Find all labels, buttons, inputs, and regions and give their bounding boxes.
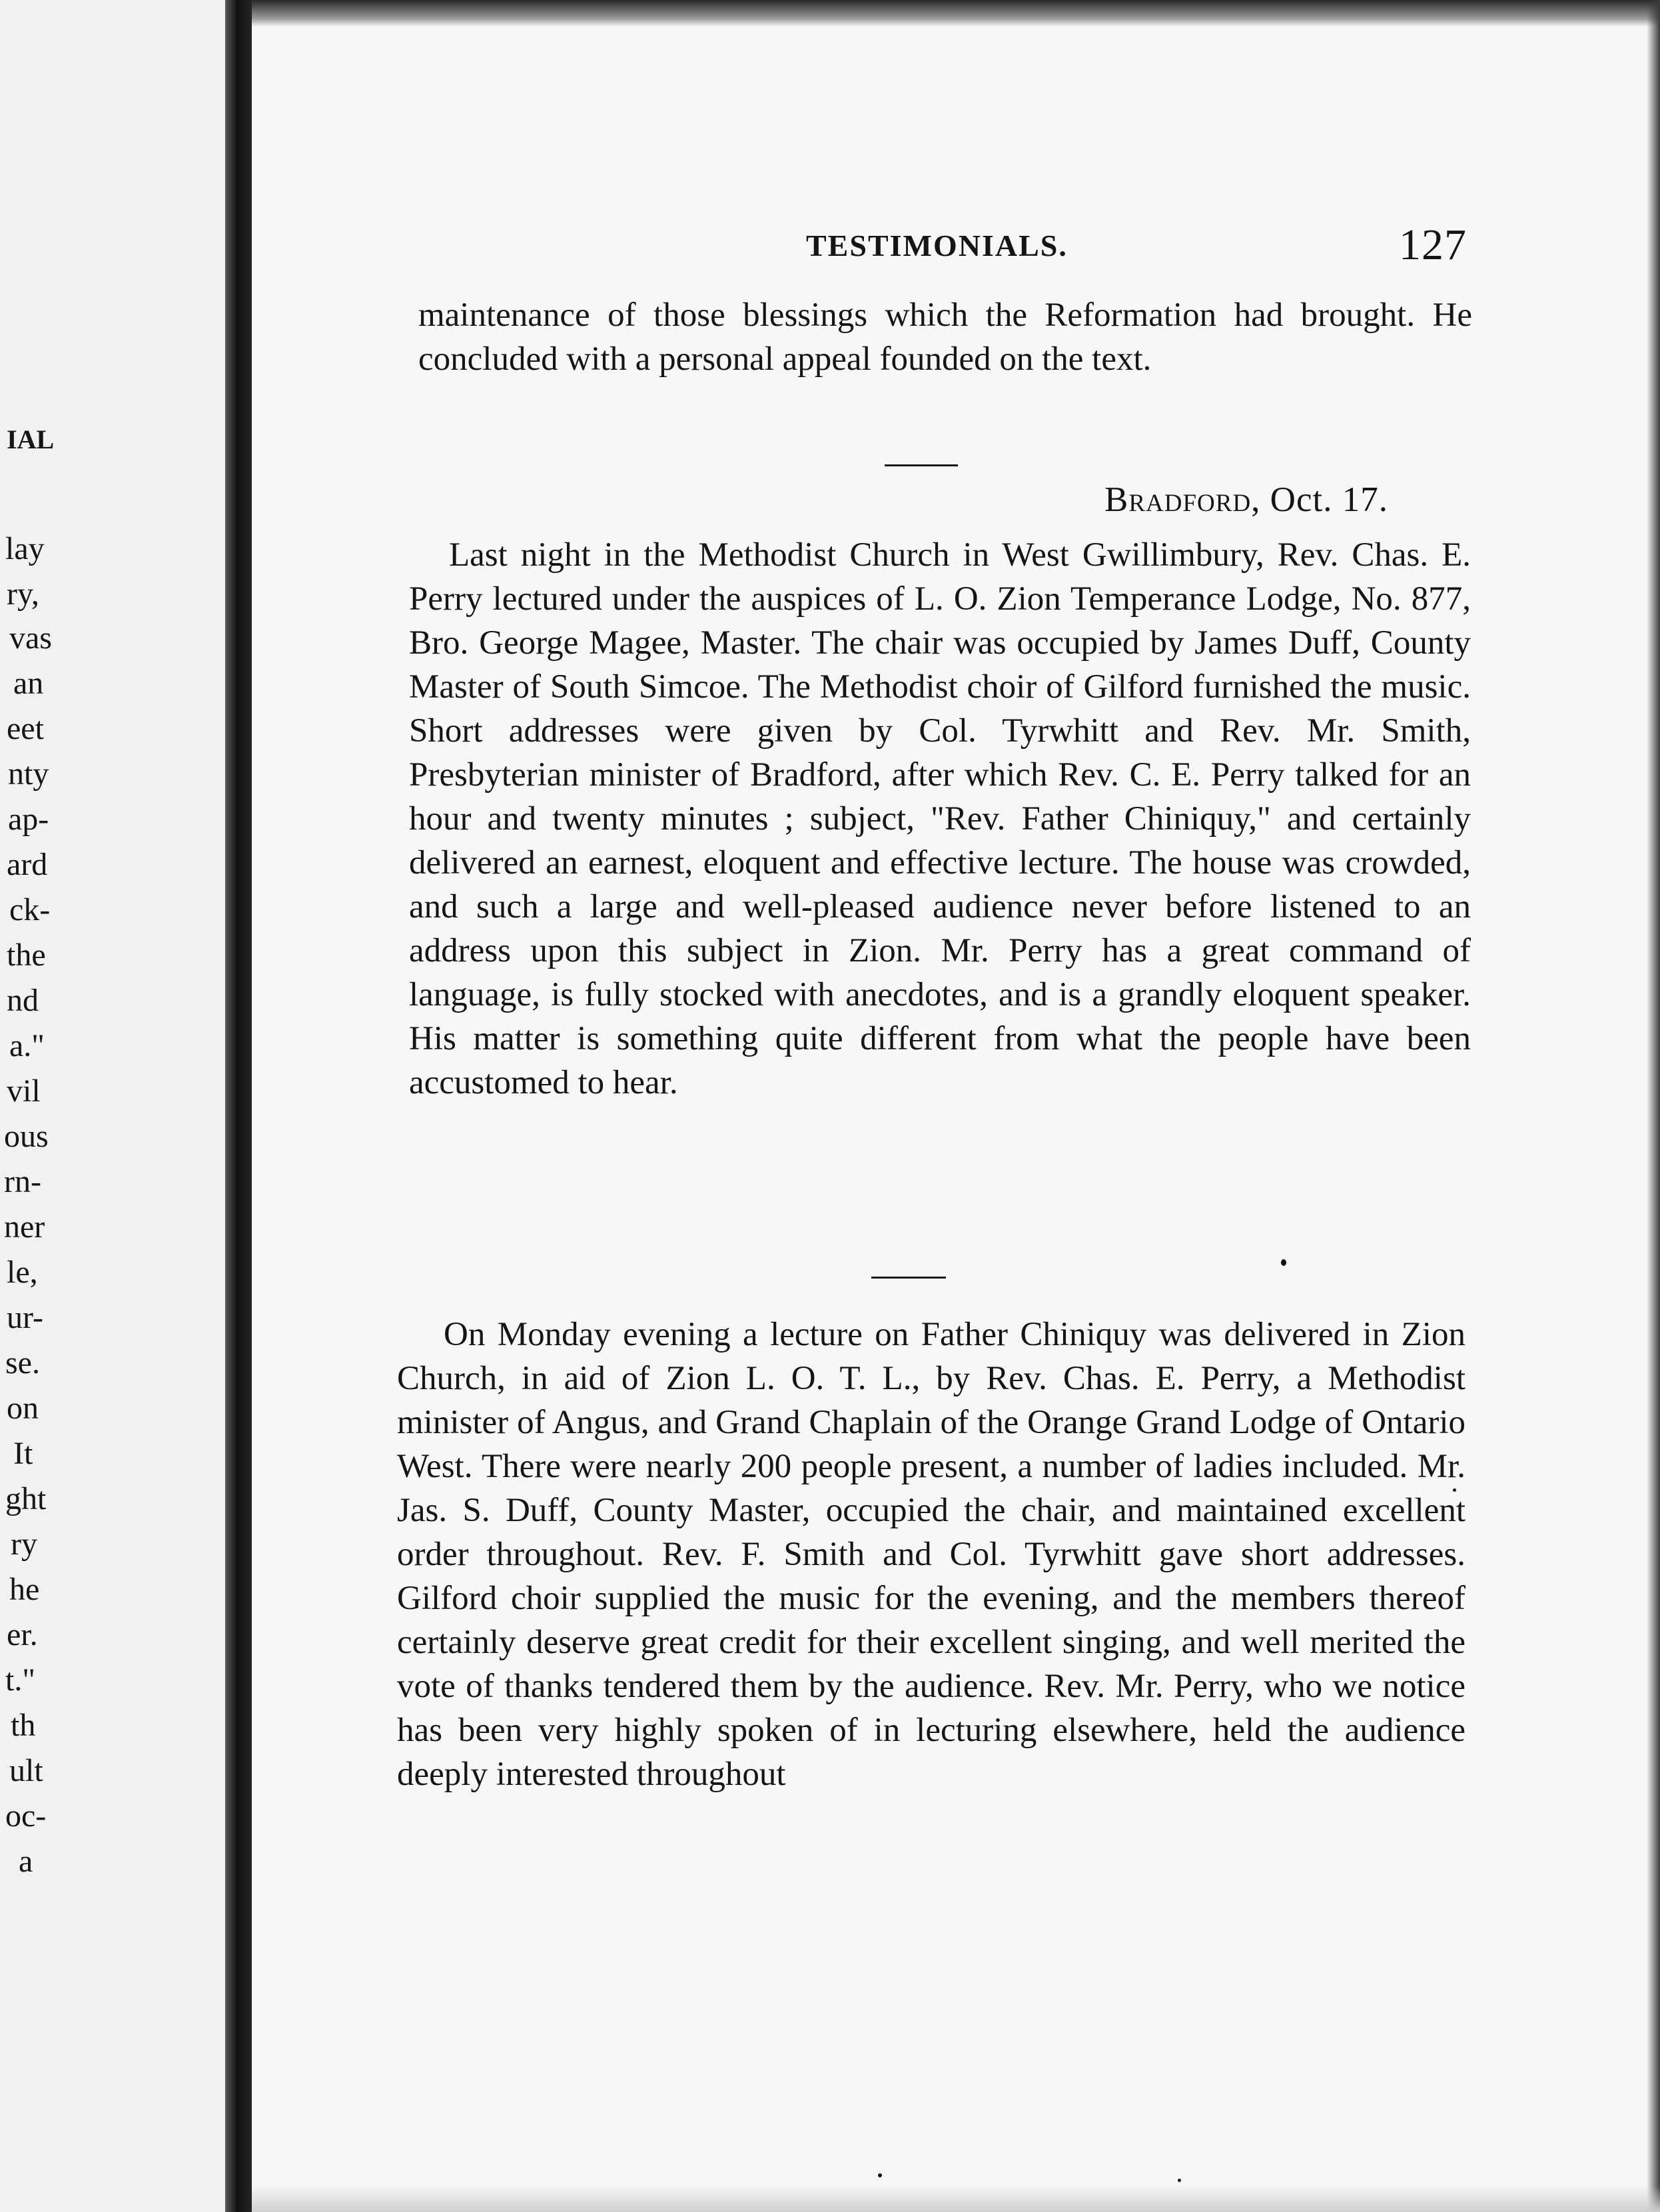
- page-top-edge-shadow: [252, 0, 1660, 27]
- print-speck: [1453, 1488, 1456, 1492]
- facing-page-fragment: [0, 0, 225, 2212]
- facing-page-line: IAL: [7, 424, 55, 454]
- page-number: 127: [1399, 221, 1467, 269]
- facing-page-line: It: [13, 1436, 33, 1471]
- facing-page-line: vas: [9, 620, 52, 656]
- binding-gutter: [225, 0, 252, 2212]
- book-page: [252, 0, 1660, 2212]
- facing-page-line: t.": [5, 1662, 35, 1698]
- page-right-edge-shadow: [1647, 0, 1660, 2212]
- article-paragraph: On Monday evening a lecture on Father Chiniquy was delivered in Zion Church, in aid of Zion L. O. T. L., by Rev. Chas. E. Perry, a Methodist minister of Angus, and Grand Chaplain of the Orange Grand Lodge of Ontario West. There were nearly 200 people present, a number of ladies included. Mr. Jas. S. Duff, County Master, occupied the chair, and maintained excellent order throughout. Rev. F. Smith and Col. Tyrwhitt gave short addresses. Gilford choir supplied the music for the evening, and the members thereof certainly deserve great credit for their excellent singing, and well merited the vote of thanks tendered them by the audience. Rev. Mr. Perry, who we notice has been very highly spoken of in lecturing elsewhere, held the audience deeply interested throughout: [397, 1316, 1465, 1793]
- facing-page-line: a: [19, 1844, 33, 1879]
- print-speck: [1178, 2179, 1181, 2182]
- article-paragraph: Last night in the Methodist Church in West Gwillimbury, Rev. Chas. E. Perry lectured under the auspices of L. O. Zion Temperance Lodge, No. 877, Bro. George Magee, Master. The chair was occupied by James Duff, County Master of South Simcoe. The Methodist choir of Gilford furnished the music. Short addresses were given by Col. Tyrwhitt and Rev. Mr. Smith, Presbyterian minister of Bradford, after which Rev. C. E. Perry talked for an hour and twenty minutes ; subject, "Rev. Father Chiniquy," and certainly delivered an earnest, eloquent and effective lecture. The house was crowded, and such a large and well-pleased audience never before listened to an address upon this subject in Zion. Mr. Perry has a great command of language, is fully stocked with anecdotes, and is a grandly eloquent speaker. His matter is something quite different from what the people have been accustomed to hear.: [409, 536, 1471, 1101]
- facing-page-line: a.": [9, 1028, 45, 1063]
- facing-page-line: ous: [4, 1119, 49, 1154]
- facing-page-line: nty: [8, 756, 49, 792]
- facing-page-line: ry: [11, 1526, 37, 1562]
- facing-page-line: ner: [4, 1209, 45, 1245]
- dateline-place: Bradford: [1104, 480, 1252, 519]
- facing-page-line: oc-: [5, 1798, 47, 1834]
- facing-page-line: eet: [7, 711, 44, 746]
- section-divider-rule: [885, 464, 958, 466]
- facing-page-line: on: [7, 1390, 39, 1426]
- print-speck: [878, 2173, 882, 2177]
- facing-page-line: ck-: [9, 892, 51, 927]
- dateline: [1104, 480, 1388, 520]
- facing-page-line: se.: [5, 1345, 40, 1381]
- facing-page-line: ry,: [7, 576, 39, 612]
- facing-page-line: the: [7, 937, 46, 973]
- continued-paragraph: maintenance of those blessings which the Reformation had brought. He concluded with a personal appeal founded on the text.: [418, 296, 1472, 378]
- facing-page-line: an: [13, 666, 44, 701]
- dateline-date: , Oct. 17.: [1251, 480, 1388, 519]
- facing-page-line: ght: [5, 1481, 47, 1516]
- facing-page-line: ap-: [8, 802, 49, 837]
- facing-page-line: lay: [5, 531, 45, 566]
- facing-page-line: ard: [7, 847, 48, 882]
- print-speck: [1281, 1259, 1286, 1266]
- facing-page-line: ult: [9, 1753, 43, 1788]
- facing-page-line: vil: [7, 1073, 41, 1109]
- facing-page-line: er.: [7, 1617, 38, 1652]
- facing-page-line: ur-: [7, 1300, 44, 1335]
- facing-page-line: he: [9, 1572, 40, 1607]
- running-head: [252, 220, 1660, 273]
- facing-page-line: rn-: [4, 1164, 41, 1199]
- running-head-title: TESTIMONIALS.: [806, 229, 1068, 263]
- section-divider-rule: [871, 1277, 946, 1279]
- facing-page-line: nd: [7, 983, 39, 1018]
- page-bottom-edge-shadow: [252, 2185, 1660, 2212]
- facing-page-line: th: [11, 1708, 36, 1743]
- facing-page-line: le,: [7, 1255, 38, 1290]
